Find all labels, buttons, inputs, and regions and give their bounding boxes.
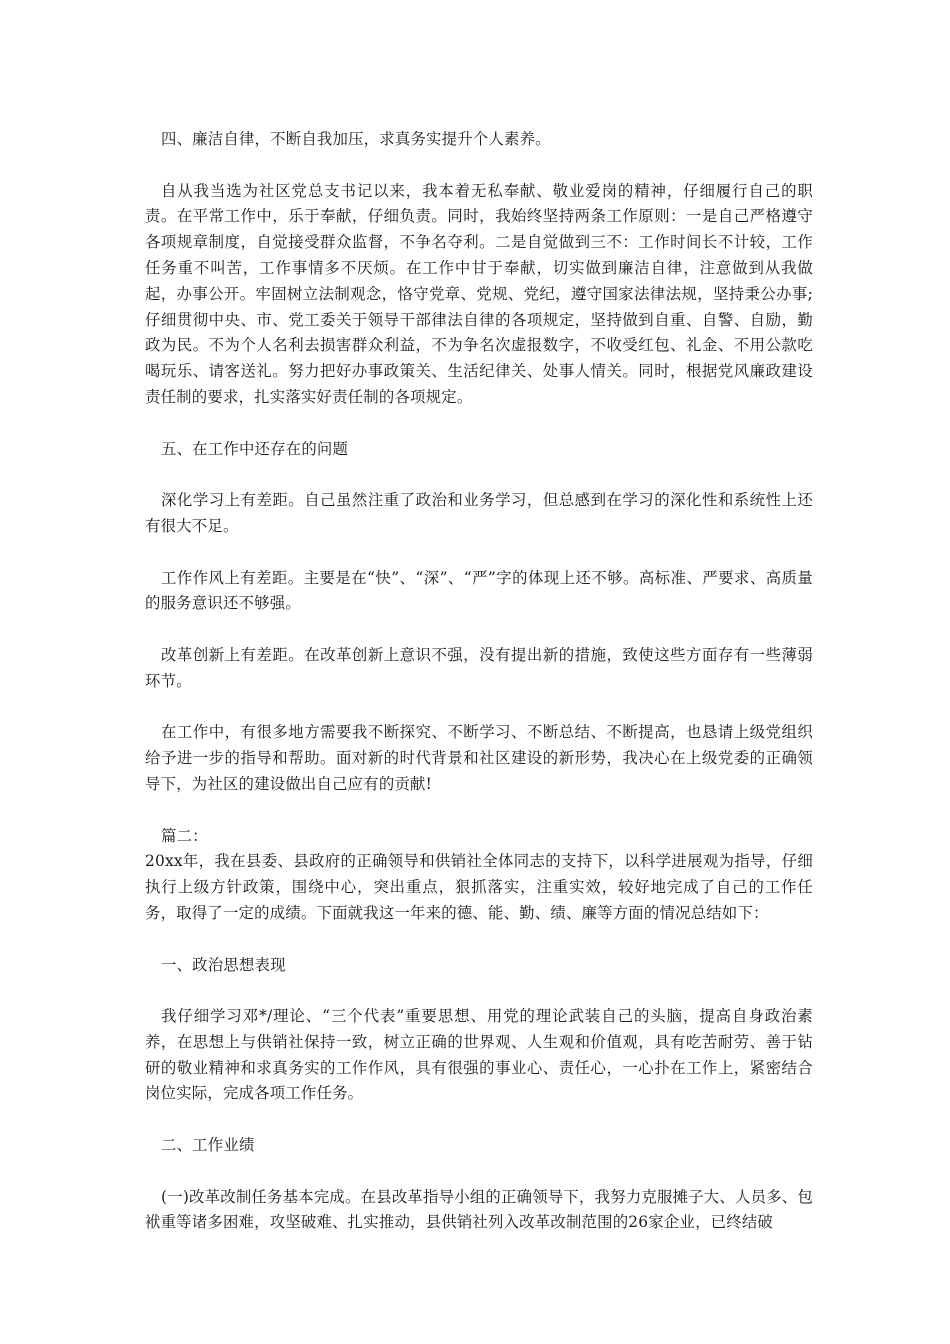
section-heading-political: 一、政治思想表现	[161, 955, 286, 974]
part-two-label: 篇二：	[161, 826, 208, 845]
paragraph-conclusion: 在工作中，有很多地方需要我不断探究、不断学习、不断总结、不断提高，也恳请上级党组织给予进一步的指导和帮助。面对新的时代背景和社区建设的新形势，我决心在上级党委的正确领导下，为社区的建设做出自己应有的贡献!	[145, 723, 813, 793]
paragraph-study-gap: 深化学习上有差距。自己虽然注重了政治和业务学习，但总感到在学习的深化性和系统性上还有很大不足。	[145, 491, 813, 535]
paragraph-reform: (一)改革改制任务基本完成。在县改革指导小组的正确领导下，我努力克服摊子大、人员多、包袱重等诸多困难，攻坚破难、扎实推动，县供销社列入改革改制范围的26家企业，已终结破	[145, 1187, 814, 1232]
paragraph-innovation-gap: 改革创新上有差距。在改革创新上意识不强，没有提出新的措施，致使这些方面存有一些薄弱环节。	[145, 645, 813, 690]
paragraph-integrity: 自从我当选为社区党总支书记以来，我本着无私奉献、敬业爱岗的精神，仔细履行自己的职责。在平常工作中，乐于奉献，仔细负责。同时，我始终坚持两条工作原则：一是自己严格遵守各项规章制度，自觉接受群众监督，不争名夺利。二是自觉做到三不：工作时间长不计较，工作任务重不叫苦，工作事情多不厌烦。在工作中甘于奉献，切实做到廉洁自律，注意做到从我做起，办事公开。牢固树立法制观念，恪守党章、党规、党纪，遵守国家法律法规，坚持秉公办事;仔细贯彻中央、市、党工委关于领导干部律法自律的各项规定，坚持做到自重、自警、自励，勤政为民。不为个人名利去损害群众利益，不为争名次虚报数字，不收受红包、礼金、不用公款吃喝玩乐、请客送礼。努力把好办事政策关、生活纪律关、处事人情关。同时，根据党风廉政建设责任制的要求，扎实落实好责任制的各项规定。	[145, 181, 813, 406]
section-heading-5: 五、在工作中还存在的问题	[161, 439, 349, 458]
section-heading-achievements: 二、工作业绩	[161, 1136, 255, 1155]
section-heading-4: 四、廉洁自律，不断自我加压，求真务实提升个人素养。	[161, 130, 551, 148]
paragraph-political: 我仔细学习邓*/理论、“三个代表”重要思想、用党的理论武装自己的头脑，提高自身政治素养，在思想上与供销社保持一致，树立正确的世界观、人生观和价值观，具有吃苦耐劳、善于钻研的敬业精神和求真务实的工作作风，具有很强的事业心、责任心，一心扑在工作上，紧密结合岗位实际，完成各项工作任务。	[145, 1007, 813, 1103]
paragraph-style-gap: 工作作风上有差距。主要是在“快”、“深”、“严”字的体现上还不够。高标准、严要求、高质量的服务意识还不够强。	[145, 568, 813, 613]
paragraph-part-two-intro: 20xx年，我在县委、县政府的正确领导和供销社全体同志的支持下，以科学进展观为指导，仔细执行上级方针政策，围绕中心，突出重点，狠抓落实，注重实效，较好地完成了自己的工作任务，取得了一定的成绩。下面就我这一年来的德、能、勤、绩、廉等方面的情况总结如下：	[145, 852, 813, 922]
document-body	[145, 127, 813, 1262]
